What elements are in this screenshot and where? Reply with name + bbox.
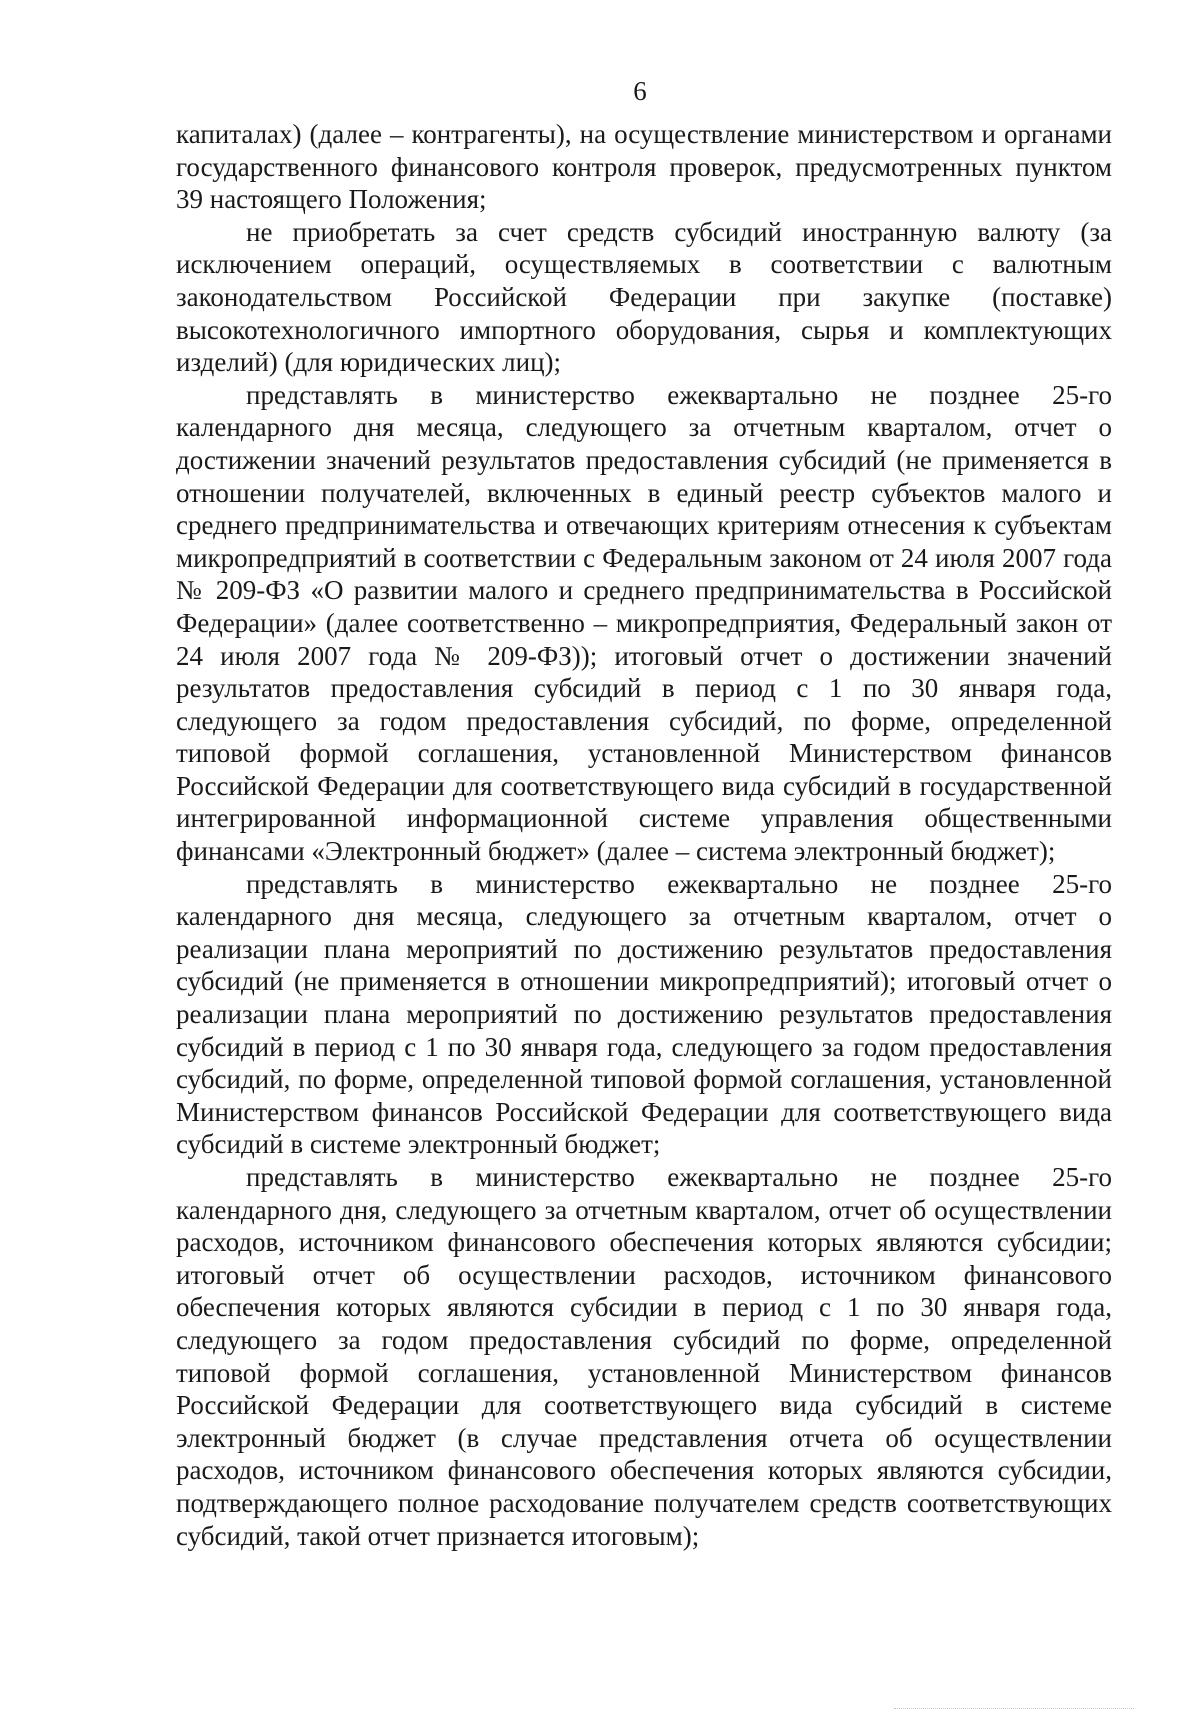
paragraph-foreign-currency: не приобретать за счет средств субсидий иностранную валюту (за исключением операций, осуществляемых в соответствии с валютным законодательством Российской Федерации при закупке (поставке) высокотехнологичного импортного оборудования, сырья и комплектующих изделий) (для юридических лиц); — [176, 216, 1112, 378]
paragraph-results-report: представлять в министерство ежеквартально не позднее 25-го календарного дня месяца, следующего за отчетным кварталом, отчет о достижении значений результатов предоставления субсидий (не применяется в отношении получателей, включенных в единый реестр субъектов малого и среднего предпринимательства и отвечающих критериям отнесения к субъектам микропредприятий в соответствии с Федеральным законом от 24 июля 2007 года № 209-ФЗ «О развитии малого и среднего предпринимательства в Российской Федерации» (далее соответственно – микропредприятия, Федеральный закон от 24 июля 2007 года № 209-ФЗ)); итоговый отчет о достижении значений результатов предоставления субсидий в период с 1 по 30 января года, следующего за годом предоставления субсидий, по форме, определенной типовой формой соглашения, установленной Министерством финансов Российской Федерации для соответствующего вида субсидий в государственной интегрированной информационной системе управления общественными финансами «Электронный бюджет» (далее – система электронный бюджет); — [176, 379, 1112, 867]
paragraph-continued-contractors: капиталах) (далее – контрагенты), на осуществление министерством и органами государственного финансового контроля проверок, предусмотренных пунктом 39 настоящего Положения; — [176, 119, 1112, 215]
document-body — [176, 118, 1112, 1552]
paragraph-action-plan-report: представлять в министерство ежеквартально не позднее 25-го календарного дня месяца, следующего за отчетным кварталом, отчет о реализации плана мероприятий по достижению результатов предоставления субсидий (не применяется в отношении микропредприятий); итоговый отчет о реализации плана мероприятий по достижению результатов предоставления субсидий в период с 1 по 30 января года, следующего за годом предоставления субсидий, по форме, определенной типовой формой соглашения, установленной Министерством финансов Российской Федерации для соответствующего вида субсидий в системе электронный бюджет; — [176, 868, 1112, 1160]
page-number: 6 — [633, 76, 647, 106]
scan-artifact — [894, 1708, 1134, 1711]
paragraph-expenses-report: представлять в министерство ежеквартально не позднее 25-го календарного дня, следующего за отчетным кварталом, отчет об осуществлении расходов, источником финансового обеспечения которых являются субсидии; итоговый отчет об осуществлении расходов, источником финансового обеспечения которых являются субсидии в период с 1 по 30 января года, следующего за годом предоставления субсидий по форме, определенной типовой формой соглашения, установленной Министерством финансов Российской Федерации для соответствующего вида субсидий в системе электронный бюджет (в случае представления отчета об осуществлении расходов, источником финансового обеспечения которых являются субсидии, подтверждающего полное расходование получателем средств соответствующих субсидий, такой отчет признается итоговым); — [176, 1162, 1112, 1551]
